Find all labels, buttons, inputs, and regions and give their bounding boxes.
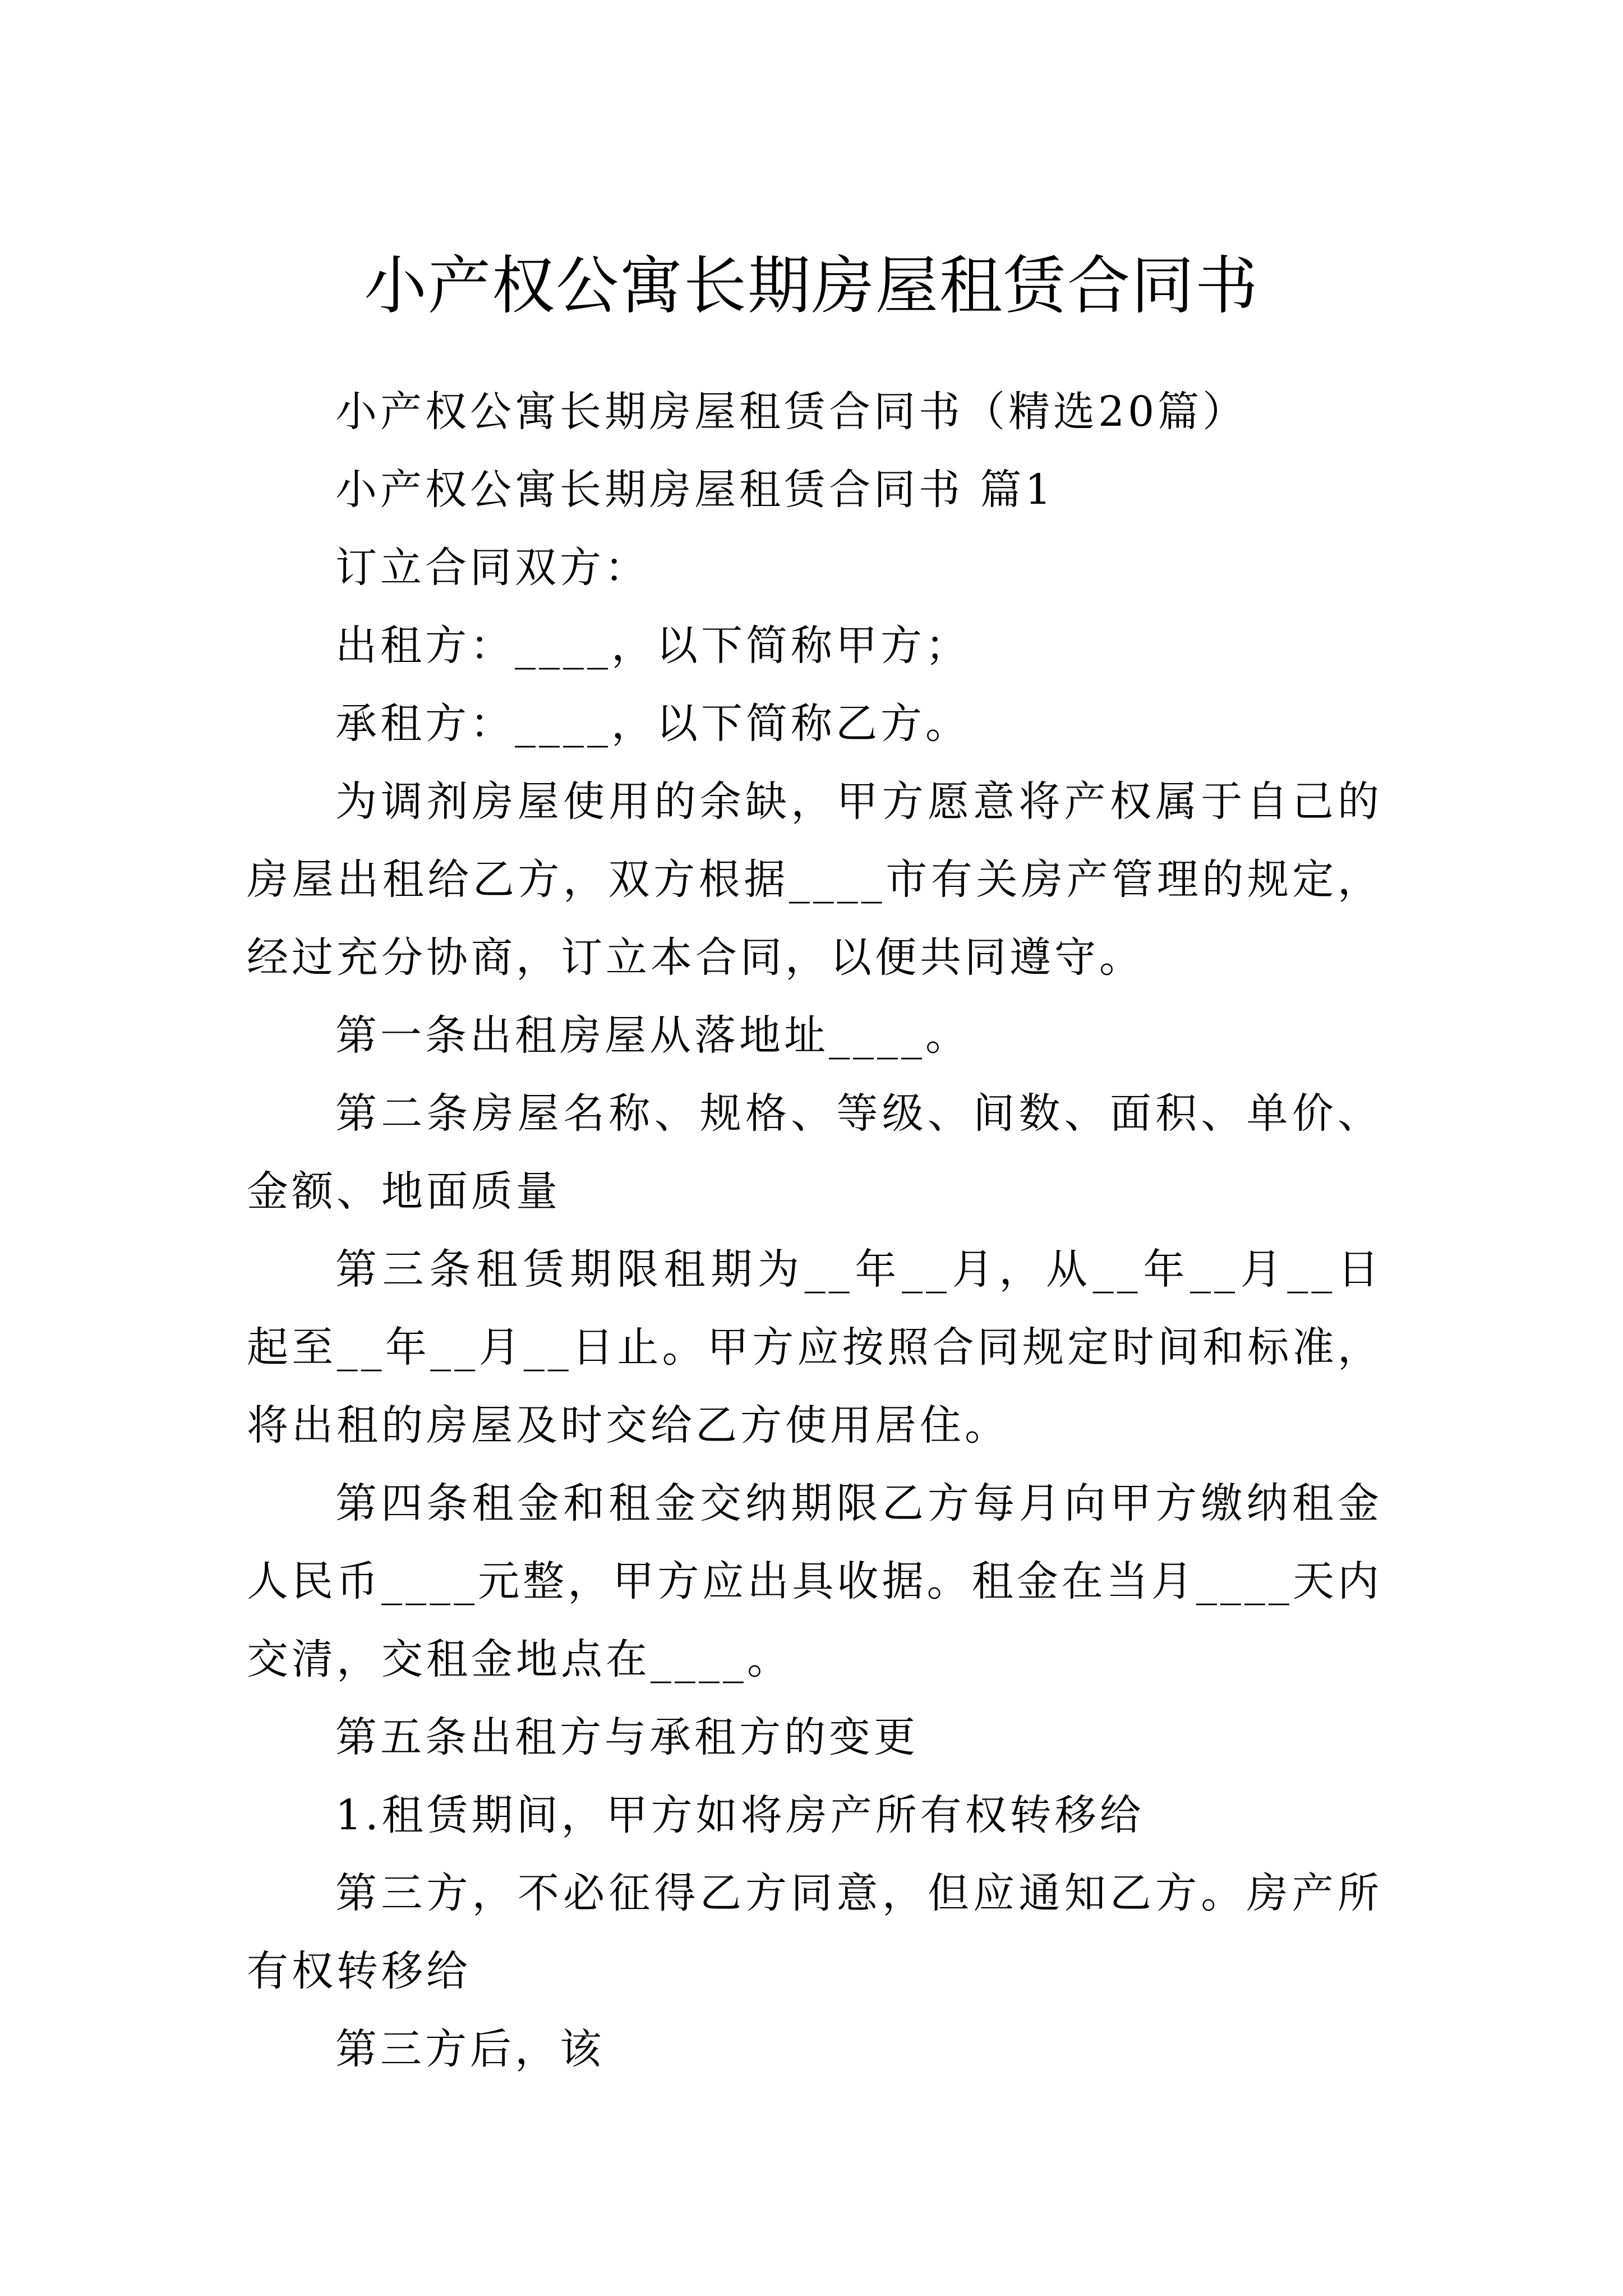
paragraph-third-party-after: 第三方后，该 bbox=[335, 2025, 605, 2073]
paragraph-section-heading: 小产权公寓长期房屋租赁合同书 篇1 bbox=[335, 466, 1055, 514]
paragraph-lessor: 出租方：____，以下简称甲方； bbox=[335, 622, 970, 670]
paragraph-article-3: 第三条租赁期限租期为__年__月，从__年__月__日起至__年__月__日止。甲方应按照合同规定时间和标准，将出租的房屋及时交给乙方使用居住。 bbox=[247, 1245, 1382, 1450]
paragraph-article-2: 第二条房屋名称、规格、等级、间数、面积、单价、金额、地面质量 bbox=[247, 1089, 1382, 1216]
document-body bbox=[247, 373, 1382, 2088]
paragraph-article-5: 第五条出租方与承租方的变更 bbox=[335, 1713, 919, 1761]
paragraph-parties-intro: 订立合同双方： bbox=[335, 544, 649, 592]
paragraph-lessee: 承租方：____，以下简称乙方。 bbox=[335, 700, 970, 748]
paragraph-article-1: 第一条出租房屋从落地址____。 bbox=[335, 1011, 970, 1060]
paragraph-article-5-item-1: 1.租赁期间，甲方如将房产所有权转移给 bbox=[335, 1791, 1145, 1839]
paragraph-subtitle: 小产权公寓长期房屋租赁合同书（精选20篇） bbox=[335, 388, 1248, 436]
document-title: 小产权公寓长期房屋租赁合同书 bbox=[364, 250, 1259, 323]
paragraph-third-party: 第三方，不必征得乙方同意，但应通知乙方。房产所有权转移给 bbox=[247, 1869, 1382, 1995]
paragraph-purpose: 为调剂房屋使用的余缺，甲方愿意将产权属于自己的房屋出租给乙方，双方根据____市有关房产管理的规定，经过充分协商，订立本合同，以便共同遵守。 bbox=[247, 777, 1382, 982]
paragraph-article-4: 第四条租金和租金交纳期限乙方每月向甲方缴纳租金人民币____元整，甲方应出具收据。租金在当月____天内交清，交租金地点在____。 bbox=[247, 1479, 1382, 1683]
